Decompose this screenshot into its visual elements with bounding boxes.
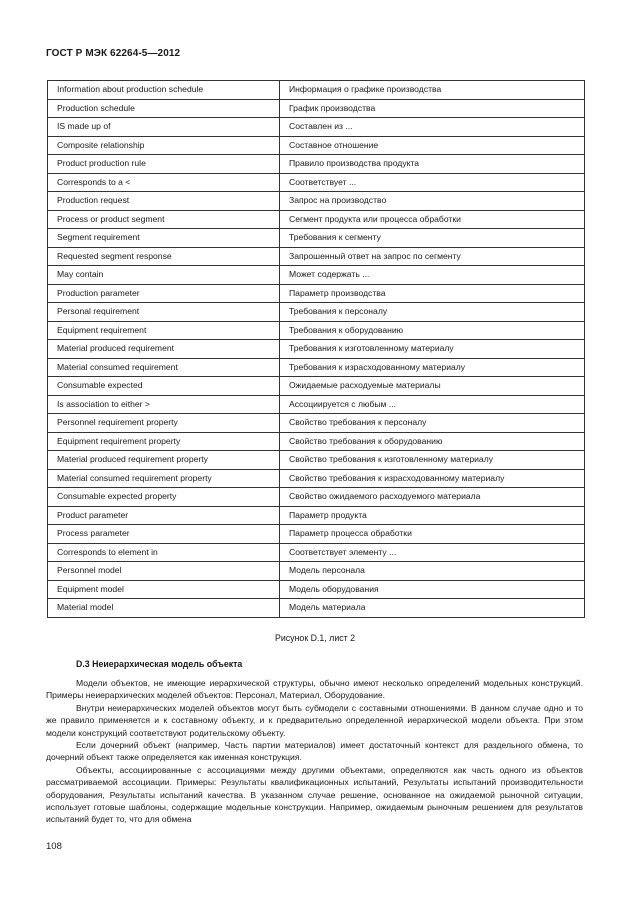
term-english: Material produced requirement	[48, 340, 280, 359]
table-row	[48, 395, 585, 414]
term-english: Material model	[48, 599, 280, 618]
term-english: Material consumed requirement property	[48, 469, 280, 488]
table-row	[48, 192, 585, 211]
table-row	[48, 543, 585, 562]
table-row	[48, 580, 585, 599]
table-row	[48, 321, 585, 340]
term-english: Equipment model	[48, 580, 280, 599]
table-row	[48, 284, 585, 303]
table-row	[48, 247, 585, 266]
table-row	[48, 99, 585, 118]
term-russian: Правило производства продукта	[280, 155, 585, 174]
table-row	[48, 303, 585, 322]
term-russian: Информация о графике производства	[280, 81, 585, 100]
term-english: Equipment requirement	[48, 321, 280, 340]
term-russian: Требования к персоналу	[280, 303, 585, 322]
term-russian: Требования к израсходованному материалу	[280, 358, 585, 377]
document-header: ГОСТ Р МЭК 62264-5—2012	[46, 48, 181, 59]
term-russian: График производства	[280, 99, 585, 118]
term-english: Product production rule	[48, 155, 280, 174]
term-english: Composite relationship	[48, 136, 280, 155]
term-russian: Параметр процесса обработки	[280, 525, 585, 544]
term-english: Process parameter	[48, 525, 280, 544]
table-row	[48, 136, 585, 155]
term-english: Equipment requirement property	[48, 432, 280, 451]
term-russian: Составное отношение	[280, 136, 585, 155]
term-english: Personal requirement	[48, 303, 280, 322]
term-english: May contain	[48, 266, 280, 285]
table-row	[48, 173, 585, 192]
term-english: Personnel requirement property	[48, 414, 280, 433]
term-russian: Сегмент продукта или процесса обработки	[280, 210, 585, 229]
table-row	[48, 599, 585, 618]
table-row	[48, 469, 585, 488]
term-russian: Модель персонала	[280, 562, 585, 581]
table-row	[48, 525, 585, 544]
term-russian: Соответствует элементу ...	[280, 543, 585, 562]
table-row	[48, 432, 585, 451]
term-russian: Модель оборудования	[280, 580, 585, 599]
table-row	[48, 210, 585, 229]
term-russian: Параметр производства	[280, 284, 585, 303]
table-row	[48, 81, 585, 100]
table-row	[48, 414, 585, 433]
figure-caption: Рисунок D.1, лист 2	[274, 633, 355, 643]
table-row	[48, 118, 585, 137]
term-russian: Свойство требования к израсходованному материалу	[280, 469, 585, 488]
term-russian: Модель материала	[280, 599, 585, 618]
term-english: IS made up of	[48, 118, 280, 137]
term-russian: Запрос на производство	[280, 192, 585, 211]
term-english: Production parameter	[48, 284, 280, 303]
term-russian: Ожидаемые расходуемые материалы	[280, 377, 585, 396]
table-row	[48, 229, 585, 248]
term-russian: Свойство требования к персоналу	[280, 414, 585, 433]
term-english: Production request	[48, 192, 280, 211]
terms-table-body	[48, 81, 585, 618]
term-english: Material produced requirement property	[48, 451, 280, 470]
term-russian: Требования к изготовленному материалу	[280, 340, 585, 359]
table-row	[48, 488, 585, 507]
table-row	[48, 562, 585, 581]
table-row	[48, 340, 585, 359]
table-row	[48, 358, 585, 377]
paragraph-1: Модели объектов, не имеющие иерархической структуры, обычно имеют несколько определений модельных конструкций. Примеры неиерархических моделей объектов: Персонал, Материал, Оборудование.	[46, 678, 583, 701]
section-title: D.3 Неиерархическая модель объекта	[76, 659, 243, 669]
term-english: Product parameter	[48, 506, 280, 525]
paragraph-2: Внутри неиерархических моделей объектов могут быть субмодели с составными отношениями. В данном случае одно и то же правило применяется и к составному объекту, и к предварительно определенной иерархической модели объекта. При этом модели конструкций соответствуют родительскому объекту.	[46, 702, 583, 738]
term-russian: Свойство требования к изготовленному материалу	[280, 451, 585, 470]
term-english: Material consumed requirement	[48, 358, 280, 377]
table-row	[48, 266, 585, 285]
terms-table	[47, 80, 585, 618]
body-text	[46, 677, 583, 826]
term-russian: Запрошенный ответ на запрос по сегменту	[280, 247, 585, 266]
page-number: 108	[46, 841, 62, 852]
term-english: Production schedule	[48, 99, 280, 118]
term-english: Process or product segment	[48, 210, 280, 229]
table-row	[48, 155, 585, 174]
term-russian: Составлен из ...	[280, 118, 585, 137]
term-english: Information about production schedule	[48, 81, 280, 100]
term-russian: Требования к сегменту	[280, 229, 585, 248]
term-russian: Может содержать ...	[280, 266, 585, 285]
term-english: Corresponds to a <	[48, 173, 280, 192]
term-english: Corresponds to element in	[48, 543, 280, 562]
term-english: Segment requirement	[48, 229, 280, 248]
term-russian: Требования к оборудованию	[280, 321, 585, 340]
term-russian: Свойство ожидаемого расходуемого материала	[280, 488, 585, 507]
term-english: Is association to either >	[48, 395, 280, 414]
paragraph-3: Если дочерний объект (например, Часть партии материалов) имеет достаточный контекст для раздельного обмена, то дочерний объект также определяется как именная конструкция.	[46, 740, 583, 763]
term-english: Personnel model	[48, 562, 280, 581]
table-row	[48, 506, 585, 525]
term-english: Requested segment response	[48, 247, 280, 266]
term-english: Consumable expected	[48, 377, 280, 396]
term-russian: Ассоциируется с любым ...	[280, 395, 585, 414]
paragraph-4: Объекты, ассоциированные с ассоциациями между другими объектами, определяются как часть одного из объектов рассматриваемой ассоциации. Примеры: Результаты квалификационных испытаний, Результаты испытаний производительности оборудования, Результаты испытаний качества. В указанном случае решение, основанное на ожидаемой рыночной ситуации, использует готовые шаблоны, содержащие модельные конструкции. Например, ожидаемым рыночным решением для результатов испытаний будет то, что для обмена	[46, 764, 583, 825]
table-row	[48, 377, 585, 396]
term-russian: Параметр продукта	[280, 506, 585, 525]
term-russian: Соответствует ...	[280, 173, 585, 192]
term-english: Consumable expected property	[48, 488, 280, 507]
term-russian: Свойство требования к оборудованию	[280, 432, 585, 451]
table-row	[48, 451, 585, 470]
